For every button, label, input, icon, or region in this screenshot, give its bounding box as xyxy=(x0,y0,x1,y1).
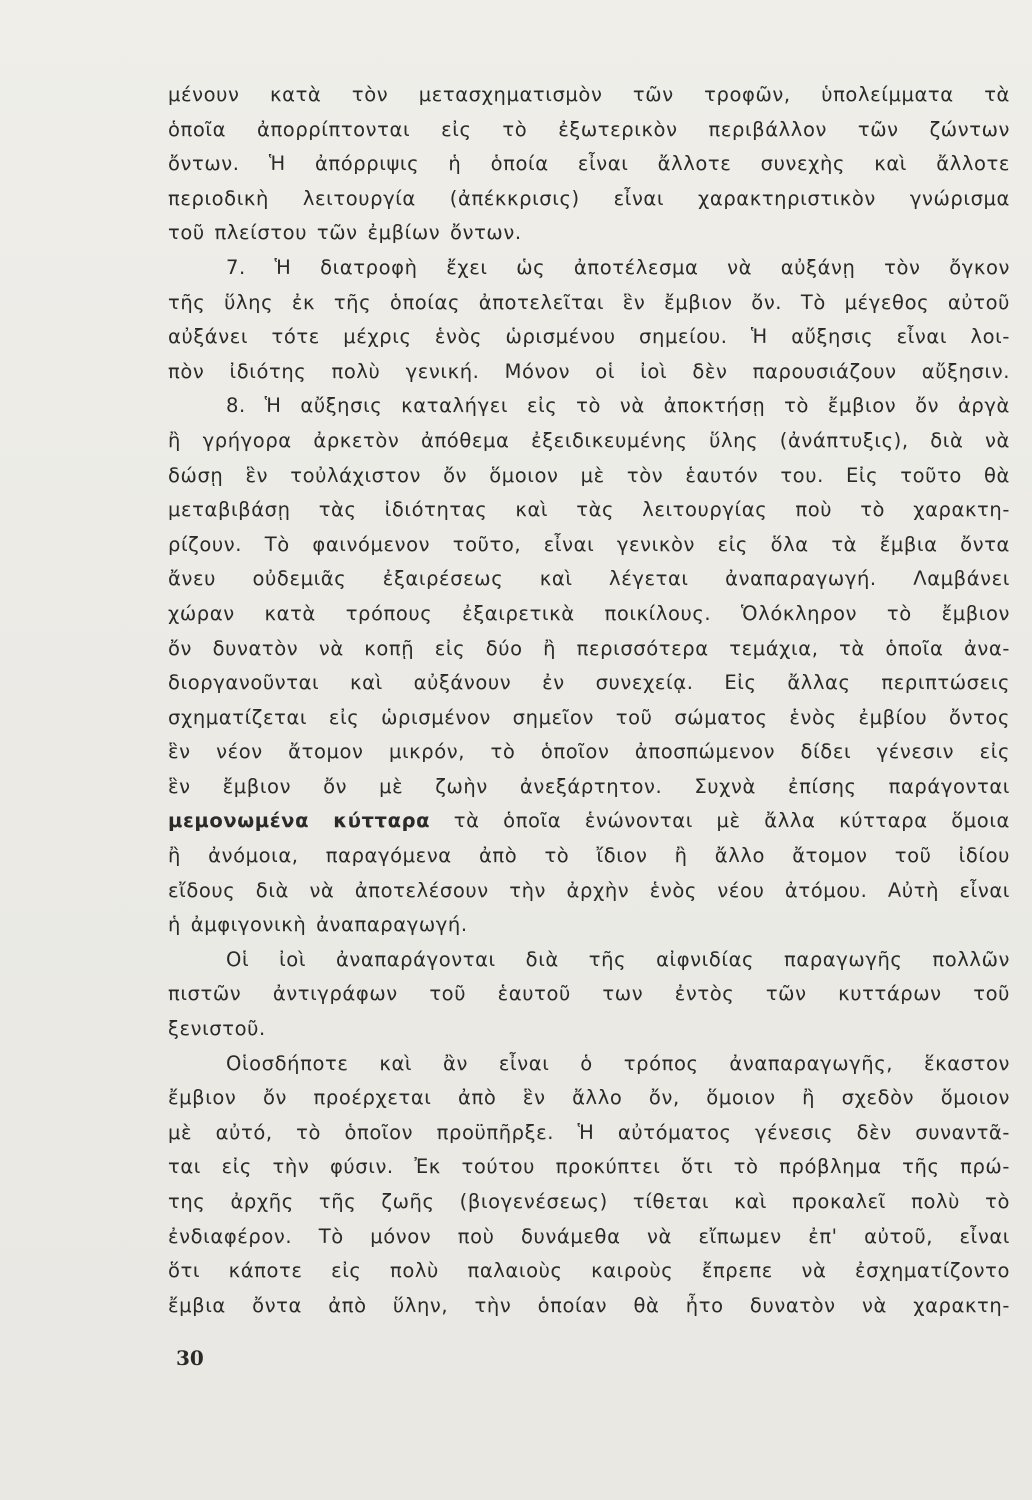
text-line: 8. Ἡ αὔξησις καταλήγει εἰς τὸ νὰ ἀποκτήσῃ τὸ ἔμβιον ὄν ἀργὰ xyxy=(226,394,1010,418)
emphasized-term: μεμονωμένα κύτταρα xyxy=(168,809,431,833)
text-line: ται εἰς τὴν φύσιν. Ἐκ τούτου προκύπτει ὅτι τὸ πρόβλημα τῆς πρώ- xyxy=(168,1155,1010,1179)
text-line: της ἀρχῆς τῆς ζωῆς (βιογενέσεως) τίθεται καὶ προκαλεῖ πολὺ τὸ xyxy=(168,1190,1010,1213)
text-line: διοργανοῦνται καὶ αὐξάνουν ἐν συνεχείᾳ. Εἰς ἄλλας περιπτώσεις xyxy=(168,671,1010,695)
text-line: ἔμβιον ὄν προέρχεται ἀπὸ ἓν ἄλλο ὄν, ὅμοιον ἢ σχεδὸν ὅμοιον xyxy=(168,1086,1010,1110)
text-line: ὅτι κάποτε εἰς πολὺ παλαιοὺς καιροὺς ἔπρεπε νὰ ἐσχηματίζοντο xyxy=(168,1259,1010,1283)
text-line: σχηματίζεται εἰς ὡρισμένον σημεῖον τοῦ σώματος ἑνὸς ἐμβίου ὄντος xyxy=(168,705,1010,729)
text-line: μὲ αὐτό, τὸ ὁποῖον προϋπῆρξε. Ἡ αὐτόματος γένεσις δὲν συναντᾶ- xyxy=(168,1120,1010,1144)
text-line: μεταβιβάσῃ τὰς ἰδιότητας καὶ τὰς λειτουργίας ποὺ τὸ χαρακτη- xyxy=(168,498,1010,522)
text-line: ἢ ἀνόμοια, παραγόμενα ἀπὸ τὸ ἴδιον ἢ ἄλλο ἄτομον τοῦ ἰδίου xyxy=(168,844,1010,868)
text-line-rest: τὰ ὁποῖα ἑνώνονται μὲ ἄλλα κύτταρα ὅμοια xyxy=(430,809,1010,833)
text-line: ξενιστοῦ. xyxy=(168,1017,266,1041)
text-line: τοῦ πλείστου τῶν ἐμβίων ὄντων. xyxy=(168,221,522,245)
text-line: μένουν κατὰ τὸν μετασχηματισμὸν τῶν τροφῶν, ὑπολείμματα τὰ xyxy=(168,83,1010,106)
text-line: αὐξάνει τότε μέχρις ἑνὸς ὡρισμένου σημείου. Ἡ αὔξησις εἶναι λοι- xyxy=(168,325,1010,349)
text-line: ἢ γρήγορα ἀρκετὸν ἀπόθεμα ἐξειδικευμένης ὕλης (ἀνάπτυξις), διὰ νὰ xyxy=(168,428,1010,452)
text-line: τῆς ὕλης ἐκ τῆς ὁποίας ἀποτελεῖται ἓν ἔμβιον ὄν. Τὸ μέγεθος αὐτοῦ xyxy=(168,290,1010,314)
text-line: ἄνευ οὐδεμιᾶς ἐξαιρέσεως καὶ λέγεται ἀναπαραγωγή. Λαμβάνει xyxy=(168,567,1010,591)
text-line: 7. Ἡ διατροφὴ ἔχει ὡς ἀποτέλεσμα νὰ αὐξάνῃ τὸν ὄγκον xyxy=(226,255,1010,279)
text-line: ὄν δυνατὸν νὰ κοπῇ εἰς δύο ἢ περισσότερα τεμάχια, τὰ ὁποῖα ἀνα- xyxy=(168,636,1010,660)
text-line: πιστῶν ἀντιγράφων τοῦ ἑαυτοῦ των ἐντὸς τῶν κυττάρων τοῦ xyxy=(168,982,1010,1006)
text-line: ὄντων. Ἡ ἀπόρριψις ἡ ὁποία εἶναι ἄλλοτε συνεχὴς καὶ ἄλλοτε xyxy=(168,152,1010,176)
page-number: 30 xyxy=(176,1346,204,1370)
text-line: ἓν νέον ἄτομον μικρόν, τὸ ὁποῖον ἀποσπώμενον δίδει γένεσιν εἰς xyxy=(168,740,1010,764)
text-line: περιοδικὴ λειτουργία (ἀπέκκρισις) εἶναι χαρακτηριστικὸν γνώρισμα xyxy=(168,186,1010,210)
body-text xyxy=(168,78,1010,1323)
text-line: ρίζουν. Τὸ φαινόμενον τοῦτο, εἶναι γενικὸν εἰς ὅλα τὰ ἔμβια ὄντα xyxy=(168,532,1010,556)
text-line: πὸν ἰδιότης πολὺ γενική. Μόνον οἱ ἰοὶ δὲν παρουσιάζουν αὔξησιν. xyxy=(168,359,1010,383)
text-line xyxy=(168,804,1010,839)
text-line: Οἱ ἰοὶ ἀναπαράγονται διὰ τῆς αἰφνιδίας παραγωγῆς πολλῶν xyxy=(226,947,1010,971)
text-line: Οἱοσδήποτε καὶ ἂν εἶναι ὁ τρόπος ἀναπαραγωγῆς, ἕκαστον xyxy=(226,1051,1010,1075)
text-line: εἴδους διὰ νὰ ἀποτελέσουν τὴν ἀρχὴν ἑνὸς νέου ἀτόμου. Αὐτὴ εἶναι xyxy=(168,878,1010,902)
text-line: δώσῃ ἓν τοὐλάχιστον ὄν ὅμοιον μὲ τὸν ἑαυτόν του. Εἰς τοῦτο θὰ xyxy=(168,463,1010,487)
text-line: ἔμβια ὄντα ἀπὸ ὕλην, τὴν ὁποίαν θὰ ἦτο δυνατὸν νὰ χαρακτη- xyxy=(168,1293,1010,1317)
text-line: χώραν κατὰ τρόπους ἐξαιρετικὰ ποικίλους. Ὁλόκληρον τὸ ἔμβιον xyxy=(168,601,1010,625)
text-line: ὁποῖα ἀπορρίπτονται εἰς τὸ ἐξωτερικὸν περιβάλλον τῶν ζώντων xyxy=(168,117,1010,141)
text-line: ἡ ἀμφιγονικὴ ἀναπαραγωγή. xyxy=(168,913,468,937)
text-line: ἐνδιαφέρον. Τὸ μόνον ποὺ δυνάμεθα νὰ εἴπωμεν ἐπ' αὐτοῦ, εἶναι xyxy=(168,1224,1010,1248)
text-line: ἓν ἔμβιον ὄν μὲ ζωὴν ἀνεξάρτητον. Συχνὰ ἐπίσης παράγονται xyxy=(168,774,1010,798)
